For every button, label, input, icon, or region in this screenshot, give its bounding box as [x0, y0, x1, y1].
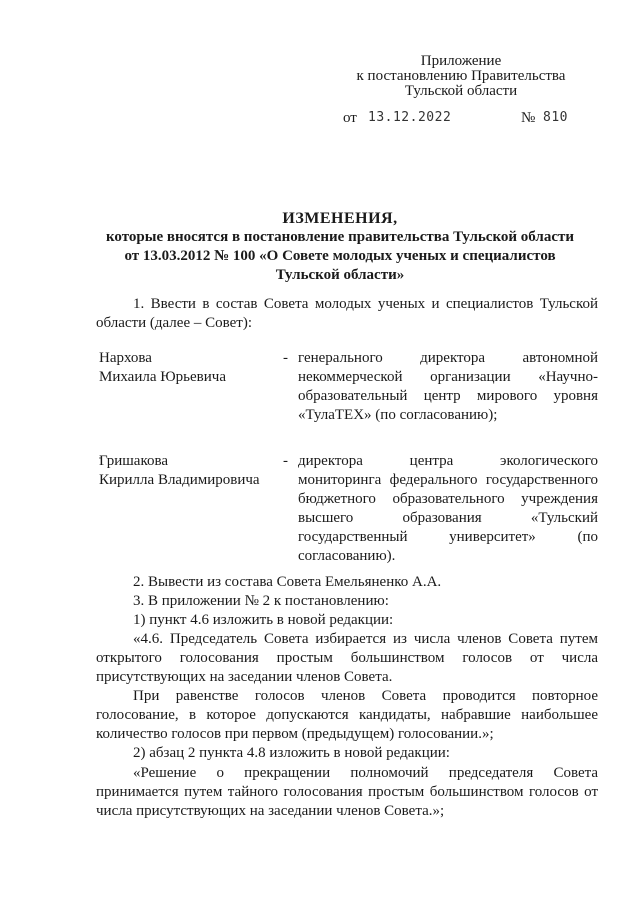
resolution-date: 13.12.2022: [368, 110, 452, 125]
resolution-dateline: [343, 110, 573, 128]
date-from-label: от: [343, 110, 357, 126]
document-title: [95, 209, 585, 285]
person-1-name: Михаила Юрьевича: [99, 369, 226, 385]
subitem-2-paragraph: 2) абзац 2 пункта 4.8 изложить в новой редакции:: [133, 745, 450, 761]
person-2-description: директора центра экологического мониторинга федерального государственного бюджетного образовательного учреждения высшего образования «Тульский государственный университет» (по согласованию).: [298, 453, 598, 564]
person-1-description: генерального директора автономной некоммерческой организации «Научно-образовательный центр мирового уровня «ТулаТЕХ» (по согласованию);: [298, 350, 598, 423]
resolution-number: 810: [543, 110, 568, 125]
number-label: №: [521, 110, 536, 126]
quote-2-paragraph: «Решение о прекращении полномочий председателя Совета принимается путем тайного голосования простым большинством голосов от числа присутствующих на заседании членов Совета.»;: [96, 765, 598, 819]
item-2-paragraph: 2. Вывести из состава Совета Емельяненко А.А.: [133, 574, 442, 590]
subitem-1-paragraph: 1) пункт 4.6 изложить в новой редакции:: [133, 612, 394, 628]
title-line-3: Тульской области»: [275, 267, 405, 283]
appendix-line-1: Приложение: [420, 53, 502, 69]
person-2-surname: Гришакова: [99, 453, 169, 469]
item-3-paragraph: 3. В приложении № 2 к постановлению:: [133, 593, 389, 609]
appendix-line-3: Тульской области: [404, 83, 518, 99]
person-1-surname: Нархова: [99, 350, 152, 366]
person-1-dash: -: [283, 350, 288, 366]
person-1-name-block: [99, 349, 299, 387]
title-line-2: от 13.03.2012 № 100 «О Совете молодых ученых и специалистов: [124, 248, 556, 264]
title-heading: ИЗМЕНЕНИЯ,: [282, 210, 398, 227]
person-2-dash: -: [283, 453, 288, 469]
quote-1-paragraph-1: «4.6. Председатель Совета избирается из числа членов Совета путем открытого голосования простым большинством голосов от числа присутствующих на заседании членов Совета.: [96, 631, 598, 685]
quote-1-paragraph-2: При равенстве голосов членов Совета проводится повторное голосование, в которое допускаются кандидаты, набравшие наибольшее количество голосов при первом (предыдущем) голосовании.»;: [96, 688, 598, 742]
appendix-line-2: к постановлению Правительства: [356, 68, 566, 84]
item-1-paragraph: 1. Ввести в состав Совета молодых ученых и специалистов Тульской области (далее – Совет):: [96, 296, 598, 331]
person-2-name-block: [99, 452, 299, 490]
title-line-1: которые вносятся в постановление правительства Тульской области: [105, 229, 575, 245]
person-2-name: Кирилла Владимировича: [99, 472, 260, 488]
appendix-header: [356, 54, 566, 99]
